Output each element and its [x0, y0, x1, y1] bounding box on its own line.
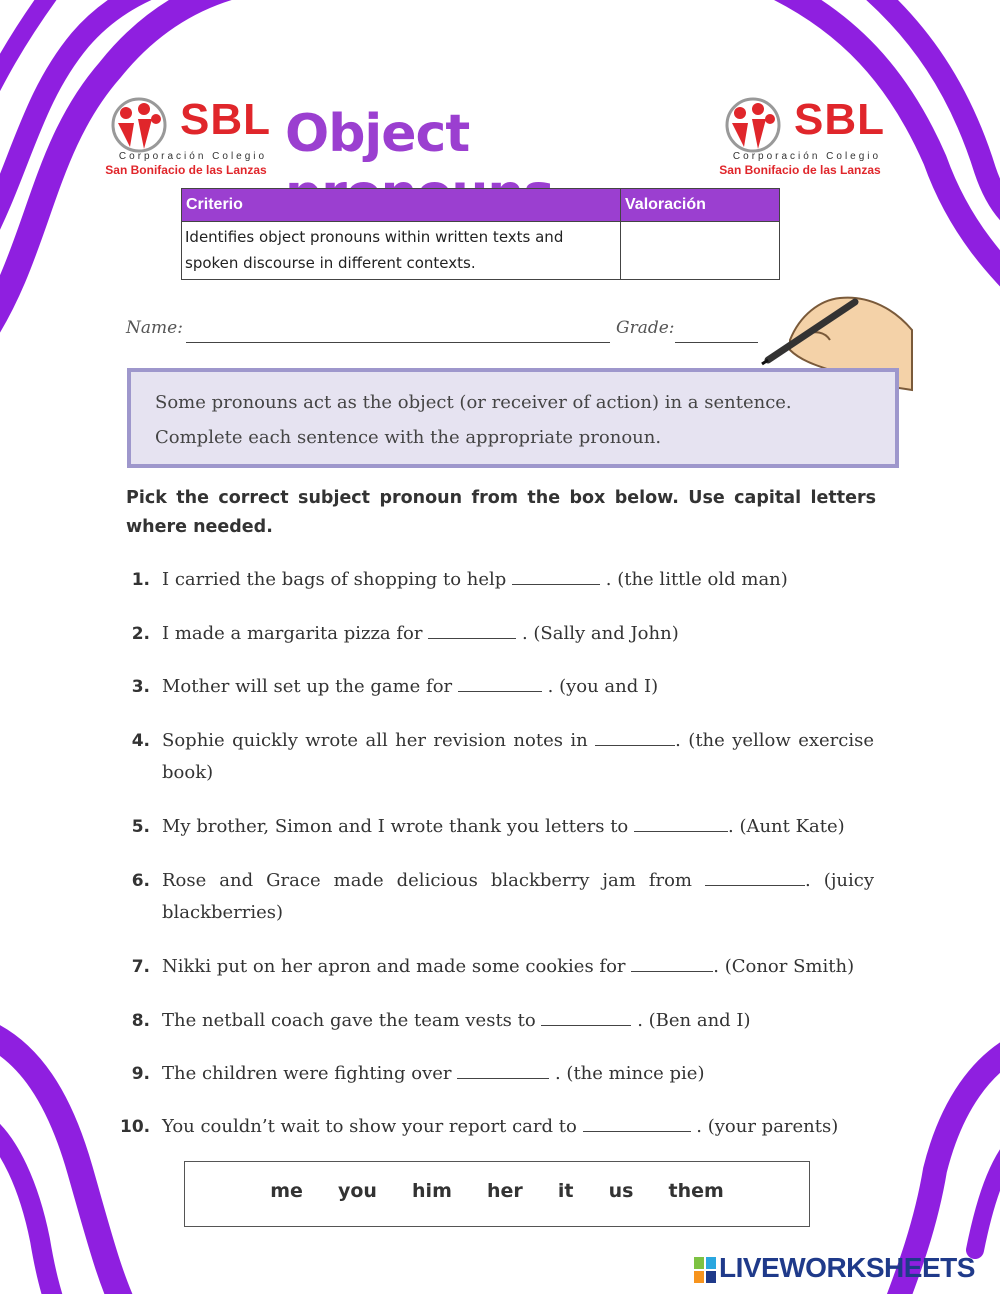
logo-text: SBL	[794, 95, 885, 144]
criteria-table	[181, 188, 780, 280]
criteria-header: Criterio	[182, 189, 621, 222]
logo-text: SBL	[180, 95, 271, 144]
rating-cell[interactable]	[621, 222, 780, 280]
word-bank-item: it	[557, 1180, 574, 1202]
liveworksheets-logo-icon	[694, 1257, 716, 1283]
answer-blank-4[interactable]	[595, 727, 675, 746]
rating-header: Valoración	[621, 189, 780, 222]
logo-line2: San Bonifacio de las Lanzas	[105, 163, 267, 177]
answer-blank-9[interactable]	[457, 1060, 549, 1079]
word-bank	[184, 1161, 810, 1227]
answer-blank-10[interactable]	[583, 1113, 691, 1132]
question-1: 1. I carried the bags of shopping to help . (the little old man)	[120, 564, 874, 596]
question-6: 6. Rose and Grace made delicious blackberry jam from . (juicy blackberries)	[120, 865, 874, 929]
watermark-text: LIVEWORKSHEETS	[719, 1252, 975, 1283]
info-line-2: Complete each sentence with the appropriate pronoun.	[155, 427, 662, 448]
word-bank-item: us	[608, 1180, 634, 1202]
question-3: 3. Mother will set up the game for . (you and I)	[120, 671, 874, 703]
name-input-line[interactable]	[186, 342, 610, 343]
liveworksheets-watermark	[694, 1252, 975, 1286]
answer-blank-6[interactable]	[705, 867, 805, 886]
page-title: Object	[285, 104, 470, 164]
info-box	[127, 368, 899, 468]
school-emblem-icon	[104, 97, 174, 157]
grade-label: Grade:	[616, 318, 675, 338]
answer-blank-1[interactable]	[512, 566, 600, 585]
word-bank-item: him	[412, 1180, 452, 1202]
info-line-1: Some pronouns act as the object (or receiver of action) in a sentence.	[155, 392, 792, 413]
school-emblem-icon	[718, 97, 788, 157]
instructions: Pick the correct subject pronoun from the box below. Use capital letters where needed.	[126, 488, 876, 537]
name-label: Name:	[126, 318, 183, 338]
word-bank-item: her	[486, 1180, 523, 1202]
answer-blank-2[interactable]	[428, 620, 516, 639]
logo-line1: Corporación Colegio	[118, 151, 268, 162]
word-bank-item: me	[270, 1180, 303, 1202]
question-2: 2. I made a margarita pizza for . (Sally and John)	[120, 618, 874, 650]
question-7: 7. Nikki put on her apron and made some cookies for . (Conor Smith)	[120, 951, 874, 983]
logo-line2: San Bonifacio de las Lanzas	[719, 163, 881, 177]
answer-blank-5[interactable]	[634, 813, 728, 832]
school-logo-right	[710, 95, 890, 185]
answer-blank-3[interactable]	[458, 673, 542, 692]
logo-line1: Corporación Colegio	[732, 151, 882, 162]
school-logo-left	[96, 95, 276, 185]
question-9: 9. The children were fighting over . (the mince pie)	[120, 1058, 874, 1090]
word-bank-item: you	[337, 1180, 377, 1202]
question-4: 4. Sophie quickly wrote all her revision notes in . (the yellow exercise book)	[120, 725, 874, 789]
criterion-cell: Identifies object pronouns within written texts and spoken discourse in different contexts.	[182, 222, 621, 280]
question-8: 8. The netball coach gave the team vests to . (Ben and I)	[120, 1005, 874, 1037]
answer-blank-8[interactable]	[541, 1007, 631, 1026]
question-10: 10. You couldn’t wait to show your report card to . (your parents)	[120, 1111, 874, 1143]
word-bank-item: them	[668, 1180, 724, 1202]
question-5: 5. My brother, Simon and I wrote thank you letters to . (Aunt Kate)	[120, 811, 874, 843]
grade-input-line[interactable]	[675, 342, 758, 343]
answer-blank-7[interactable]	[631, 953, 713, 972]
